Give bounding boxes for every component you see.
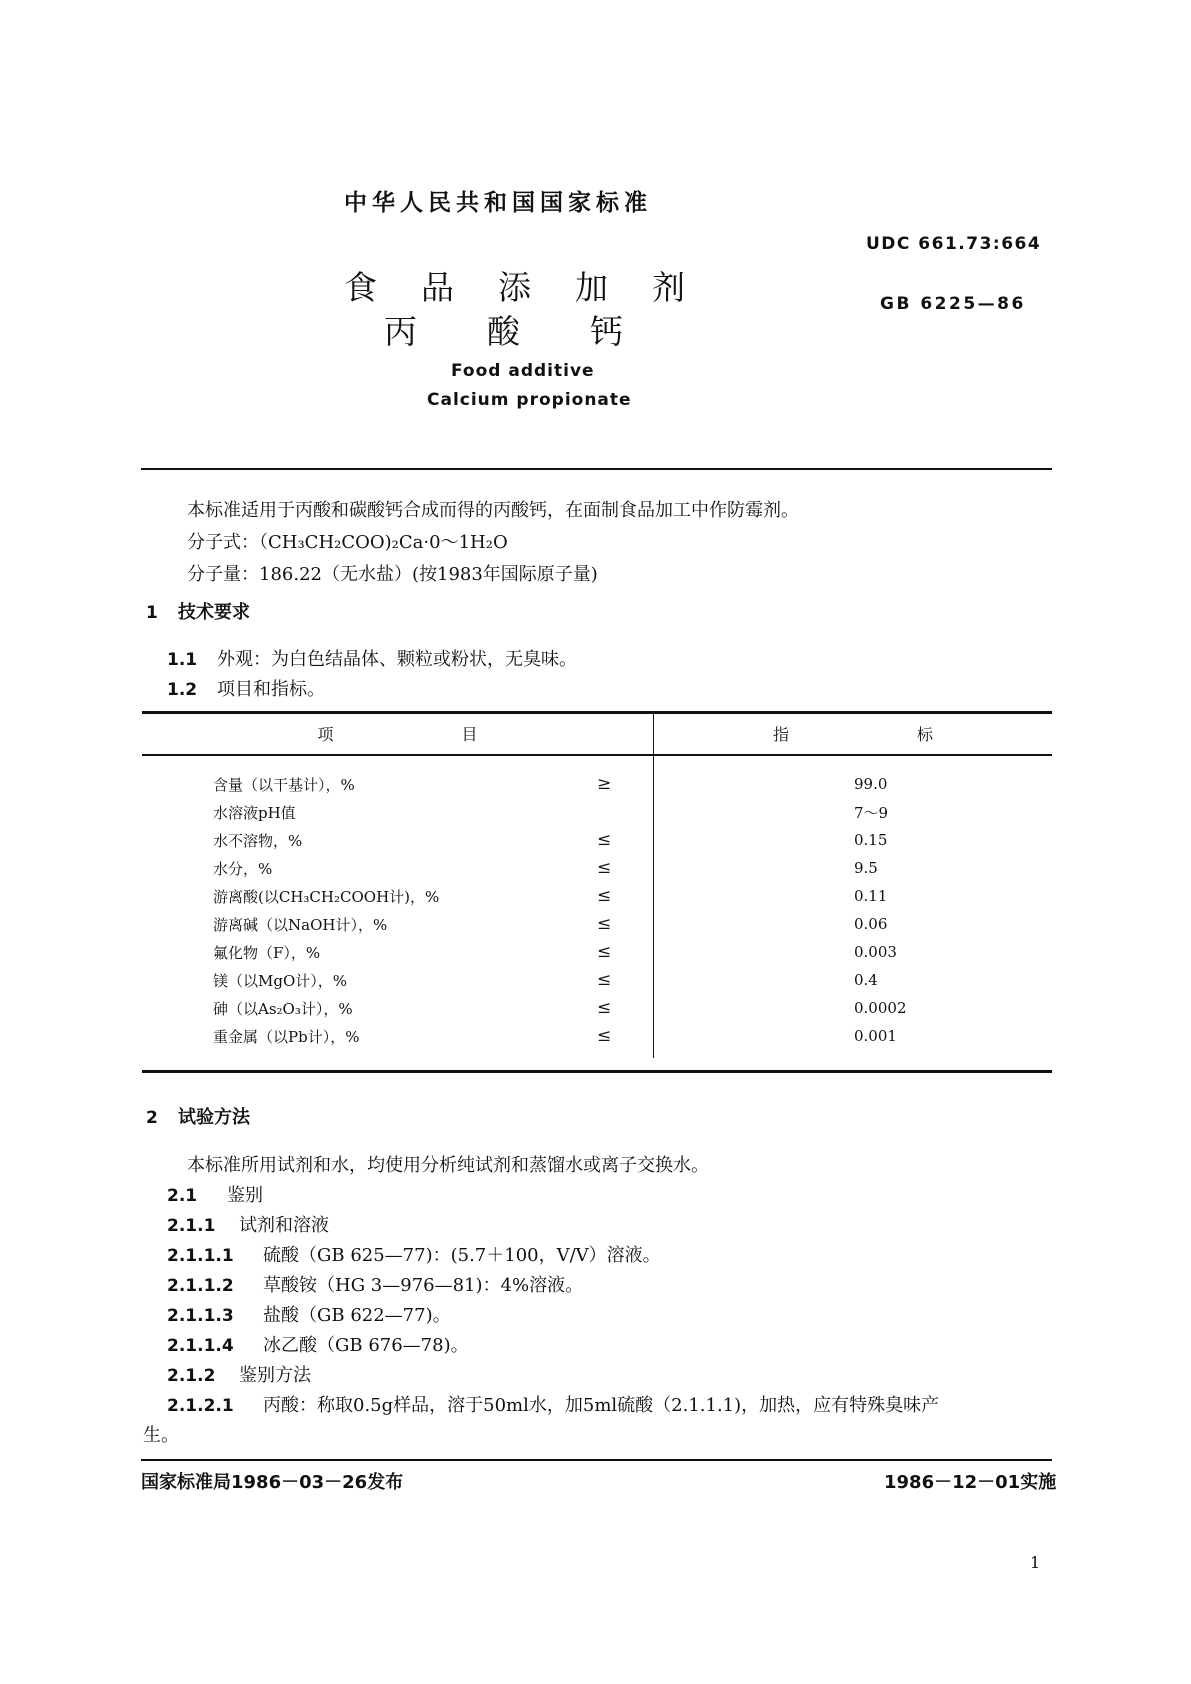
table-row [142,882,1052,910]
table-header-row [142,712,1052,755]
title-char: 加 [575,268,608,307]
clause-number: 2.1.2.1 [167,1396,234,1416]
clause-text: 冰乙酸（GB 676—78)。 [263,1335,469,1356]
clause-text: 丙酸：称取0.5g样品，溶于50ml水，加5ml硫酸（2.1.1.1)，加热，应有特殊臭味产 [263,1395,940,1416]
clause-continuation: 生。 [143,1425,179,1446]
row-value: 0.4 [654,966,1053,994]
row-item: 氟化物（F），% [213,943,321,962]
row-item: 水分，% [213,859,273,878]
clause-number: 2.1.1.2 [167,1276,234,1296]
row-value: 99.0 [654,755,1053,798]
gb-code: GB 6225—86 [880,294,1026,314]
clause-text: 鉴别 [227,1185,263,1206]
clause-2-1-1-2 [167,1271,583,1297]
row-operator: ≤ [597,886,612,906]
clause-text: 硫酸（GB 625—77)：(5.7＋100，V/V）溶液。 [263,1245,661,1266]
row-operator: ≤ [597,858,612,878]
section2-intro: 本标准所用试剂和水，均使用分析纯试剂和蒸馏水或离子交换水。 [187,1155,709,1176]
table-row [142,910,1052,938]
udc-code: UDC 661.73:664 [866,234,1042,254]
row-value: 7～9 [654,798,1053,826]
row-item: 砷（以As₂O₃计），% [213,999,353,1018]
row-operator: ≤ [597,970,612,990]
title-char: 丙 [384,312,417,351]
clause-number: 2.1.1.3 [167,1306,234,1326]
section-number: 1 [146,603,158,623]
table-row [142,798,1052,826]
section-title: 试验方法 [178,1107,250,1128]
formula-text: 分子式：（CH₃CH₂COO)₂Ca·0～1H₂O [187,532,508,553]
row-value: 0.15 [654,826,1053,854]
title-char: 添 [498,268,531,307]
clause-number: 2.1 [167,1186,198,1206]
table-header-value: 指 标 [654,712,1053,755]
clause-text: 试剂和溶液 [239,1215,329,1236]
table-row [142,1022,1052,1058]
section-text: 外观：为白色结晶体、颗粒或粉状，无臭味。 [217,649,577,670]
footer-divider [141,1459,1052,1461]
section-number: 1.2 [167,680,198,700]
clause-2-1-1-3 [167,1301,451,1327]
title-char: 钙 [590,312,623,351]
clause-2-1-1 [167,1211,329,1237]
row-item: 水溶液pH值 [213,803,296,822]
table-bottom-rule [142,1070,1052,1073]
row-value: 0.11 [654,882,1053,910]
row-item: 镁（以MgO计），% [213,971,348,990]
header-divider [141,468,1052,470]
row-operator: ≤ [597,830,612,850]
table-row [142,755,1052,798]
row-value: 0.003 [654,938,1053,966]
clause-text: 草酸铵（HG 3—976—81)：4%溶液。 [263,1275,584,1296]
section2-heading [146,1103,250,1129]
clause-number: 2.1.1 [167,1216,216,1236]
title-en-line2: Calcium propionate [427,390,632,410]
clause-2-1-2-1 [167,1391,939,1417]
row-value: 9.5 [654,854,1053,882]
table-row [142,966,1052,994]
clause-number: 2.1.1.1 [167,1246,234,1266]
spec-table [142,712,1052,1058]
table-header-item: 项 目 [142,712,654,755]
row-operator: ≤ [597,942,612,962]
effective-date: 1986－12－01实施 [884,1472,1057,1493]
row-item: 游离酸(以CH₃CH₂COOH计)，% [213,887,440,906]
section-title: 技术要求 [178,602,250,623]
row-operator: ≥ [597,774,612,794]
title-char: 剂 [652,268,685,307]
row-operator: ≤ [597,914,612,934]
section-text: 项目和指标。 [217,679,325,700]
row-operator: ≤ [597,1026,612,1046]
clause-2-1-1-4 [167,1331,469,1357]
table-row [142,938,1052,966]
issue-date: 国家标准局1986－03－26发布 [141,1472,404,1493]
clause-text: 鉴别方法 [239,1365,311,1386]
row-value: 0.06 [654,910,1053,938]
title-cn-line2 [384,306,623,353]
section-number: 1.1 [167,650,198,670]
title-char: 酸 [487,312,520,351]
section-number: 2 [146,1108,158,1128]
section-1-2 [167,675,325,701]
row-operator [597,798,654,826]
scope-text: 本标准适用于丙酸和碳酸钙合成而得的丙酸钙，在面制食品加工中作防霉剂。 [187,500,799,521]
title-char: 食 [344,268,377,307]
clause-number: 2.1.2 [167,1366,216,1386]
row-operator: ≤ [597,998,612,1018]
table-row [142,994,1052,1022]
table-row [142,854,1052,882]
title-cn-line1 [344,262,685,309]
clause-2-1-2 [167,1361,311,1387]
clause-text: 盐酸（GB 622—77)。 [263,1305,451,1326]
country-standard-title: 中华人民共和国国家标准 [344,190,652,216]
row-value: 0.001 [654,1022,1053,1058]
section-1-1 [167,645,577,671]
row-item: 重金属（以Pb计），% [213,1027,360,1046]
page-number: 1 [1030,1553,1041,1572]
title-en-line1: Food additive [451,361,595,381]
row-item: 含量（以干基计），% [213,775,355,794]
title-char: 品 [421,268,454,307]
table-row [142,826,1052,854]
row-value: 0.0002 [654,994,1053,1022]
row-item: 游离碱（以NaOH计），% [213,915,388,934]
row-item: 水不溶物，% [213,831,303,850]
clause-number: 2.1.1.4 [167,1336,234,1356]
clause-2-1 [167,1181,263,1207]
clause-2-1-1-1 [167,1241,661,1267]
section1-heading [146,598,250,624]
molecular-weight-text: 分子量：186.22（无水盐）(按1983年国际原子量) [187,564,598,585]
